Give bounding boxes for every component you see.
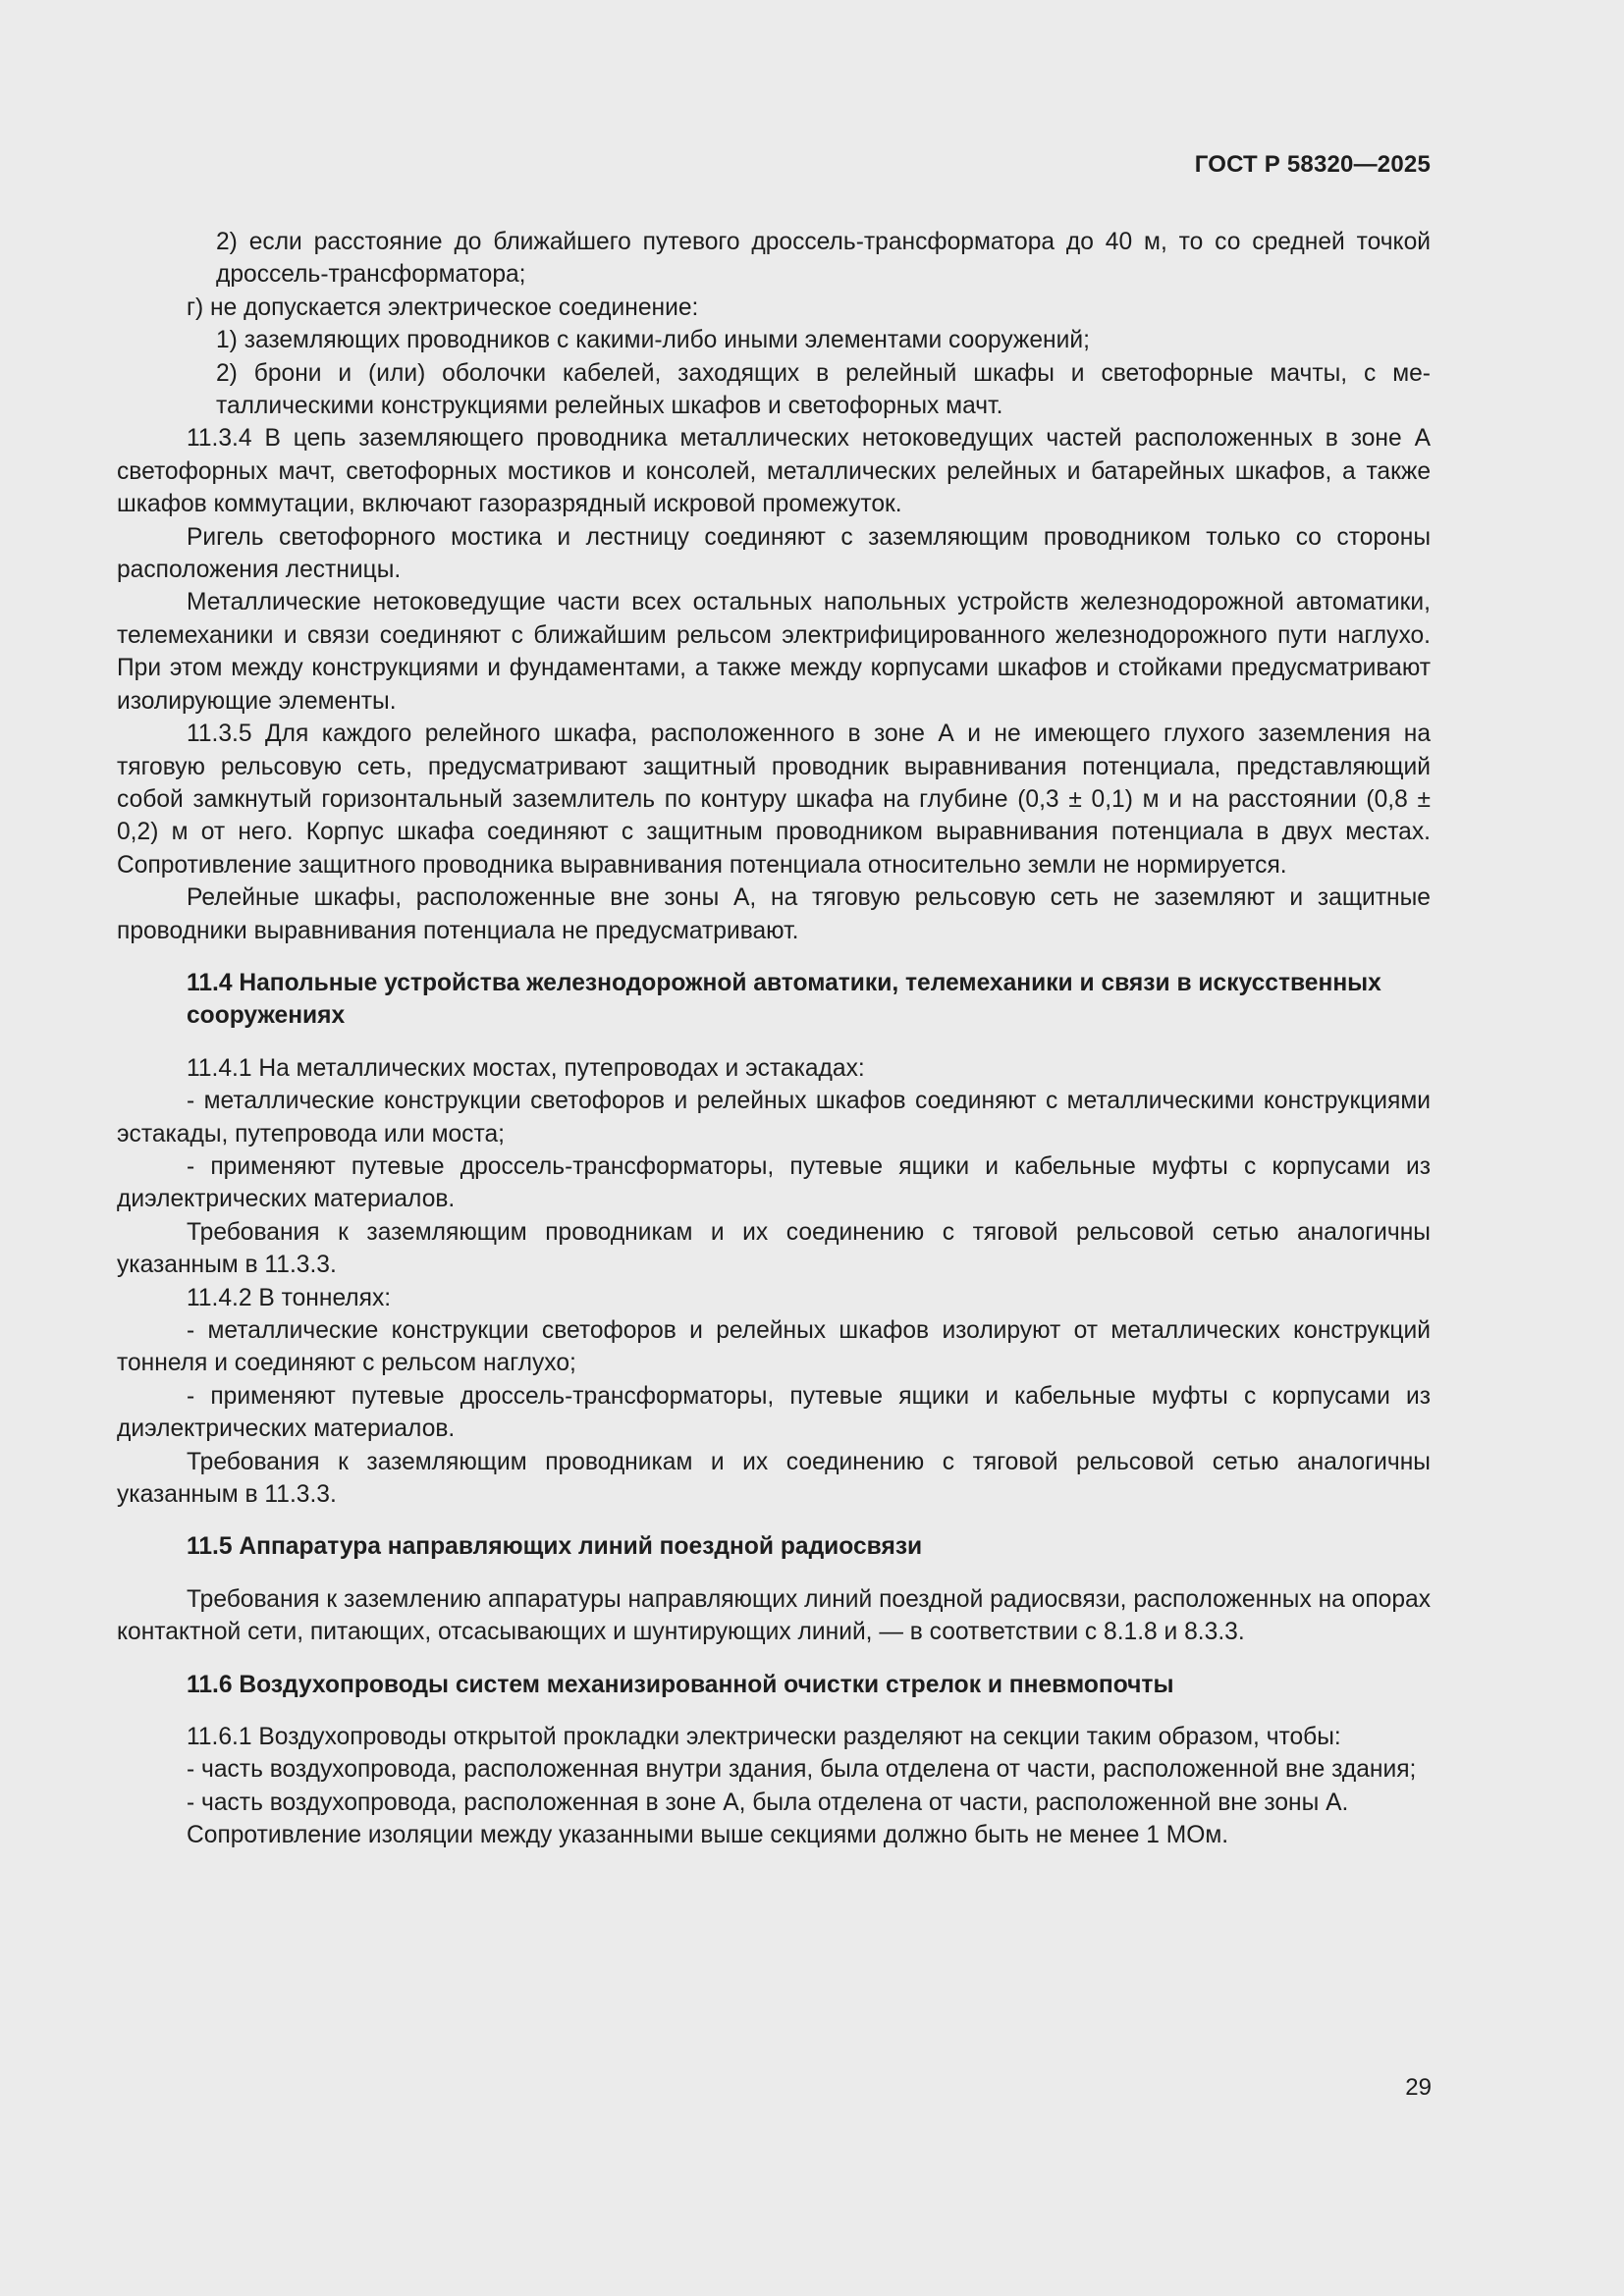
- list-item-metal-structures: - металлические конструкции светофоров и релейных шкафов соединяют с металлическими конструкциями эстакады, путепровода или моста;: [117, 1088, 1431, 1148]
- list-item-tunnel-dielectric: - применяют путевые дроссель-трансформаторы, путевые ящики и кабельные муфты с корпусами из диэлектрических материалов.: [117, 1382, 1431, 1443]
- list-item-g-not-allowed: г) не допускается электрическое соединение:: [187, 294, 699, 321]
- list-item-zone-a: - часть воздухопровода, расположенная в зоне А, была отделена от части, расположенной вне зоны А.: [187, 1789, 1349, 1816]
- section-heading-11-6: 11.6 Воздухопроводы систем механизированной очистки стрелок и пневмопочты: [187, 1671, 1174, 1698]
- list-item-tunnel-structures: - металлические конструкции светофоров и релейных шкафов изолируют от металлических конструкций тоннеля и соединяют с рельсом наглухо;: [117, 1317, 1431, 1377]
- paragraph-relay-cabinets-outside: Релейные шкафы, расположенные вне зоны А, на тяговую рельсовую сеть не заземляют и защитные проводники выравнивания потенциала не предусматривают.: [117, 884, 1431, 944]
- paragraph-requirements-bridges: Требования к заземляющим проводникам и их соединению с тяговой рельсовой сетью аналогичны указанным в 11.3.3.: [117, 1218, 1431, 1279]
- standard-code-header: ГОСТ Р 58320—2025: [1194, 151, 1431, 178]
- section-heading-11-5: 11.5 Аппаратура направляющих линий поездной радиосвязи: [187, 1533, 923, 1561]
- paragraph-crossbar: Ригель светофорного мостика и лестницу соединяют с заземляющим проводником только со стороны расположения лестницы.: [117, 523, 1431, 584]
- clause-11-6-1: 11.6.1 Воздухопроводы открытой прокладки электрически разделяют на секции таким образом, чтобы:: [187, 1724, 1341, 1751]
- clause-11-4-2: 11.4.2 В тоннелях:: [187, 1284, 392, 1311]
- paragraph-radio-equipment: Требования к заземлению аппаратуры направляющих линий поездной радиосвязи, расположенных на опорах контактной сети, питающих, отсасывающих и шунтирующих линий, — в соответствии с 8.1.8 и 8.3.3.: [117, 1585, 1431, 1646]
- page-number: 29: [1405, 2074, 1432, 2101]
- list-item-inside-building: - часть воздухопровода, расположенная внутри здания, была отделена от части, расположенной вне здания;: [187, 1756, 1417, 1784]
- paragraph-non-current-parts: Металлические нетоковедущие части всех остальных напольных устройств железнодорожной автоматики, телемеханики и связи соединяют с ближайшим рельсом электрифицированного железнодорожного пути наглухо. При этом между конструкциями и фундаментами, а также между корпусами шкафов и стойками предусматривают изолирующие элементы.: [117, 589, 1431, 715]
- list-item-2-cable-armor: 2) брони и (или) оболочки кабелей, заходящих в релейный шкафы и светофорные мачты, с металлическими конструкциями релейных шкафов и светофорных мачт.: [216, 359, 1431, 420]
- clause-11-3-5: 11.3.5 Для каждого релейного шкафа, расположенного в зоне А и не имеющего глухого заземления на тяговую рельсовую сеть, предусматривают защитный проводник выравнивания потенциала, представляющий собой замкнутый горизонтальный заземлитель по контуру шкафа на глубине (0,3 ± 0,1) м и на расстоянии (0,8 ± 0,2) м от него. Корпус шкафа соединяют с защитным проводником выравнивания потенциала в двух местах. Сопротивление защитного проводника выравнивания потенциала относительно земли не нормируется.: [117, 721, 1431, 879]
- paragraph-requirements-tunnels: Требования к заземляющим проводникам и их соединению с тяговой рельсовой сетью аналогичны указанным в 11.3.3.: [117, 1448, 1431, 1509]
- section-heading-11-4: 11.4 Напольные устройства железнодорожной автоматики, телемеханики и связи в искусственных сооружениях: [187, 969, 1381, 1030]
- document-body: [117, 226, 1431, 1852]
- paragraph-insulation-resistance: Сопротивление изоляции между указанными выше секциями должно быть не менее 1 МОм.: [187, 1822, 1229, 1849]
- list-item-dielectric-housings: - применяют путевые дроссель-трансформаторы, путевые ящики и кабельные муфты с корпусами из диэлектрических материалов.: [117, 1152, 1431, 1213]
- list-item-2-proximity: 2) если расстояние до ближайшего путевого дроссель-трансформатора до 40 м, то со средней точкой дроссель-трансформатора;: [216, 229, 1431, 289]
- clause-11-3-4: 11.3.4 В цепь заземляющего проводника металлических нетоковедущих частей расположенных в зоне А светофорных мачт, светофорных мостиков и консолей, металлических релейных и батарейных шкафов, а также шкафов коммутации, включают газоразрядный искровой промежуток.: [117, 425, 1431, 518]
- clause-11-4-1: 11.4.1 На металлических мостах, путепроводах и эстакадах:: [187, 1054, 865, 1082]
- list-item-1-grounding-conductors: 1) заземляющих проводников с какими-либо иными элементами сооружений;: [216, 327, 1090, 354]
